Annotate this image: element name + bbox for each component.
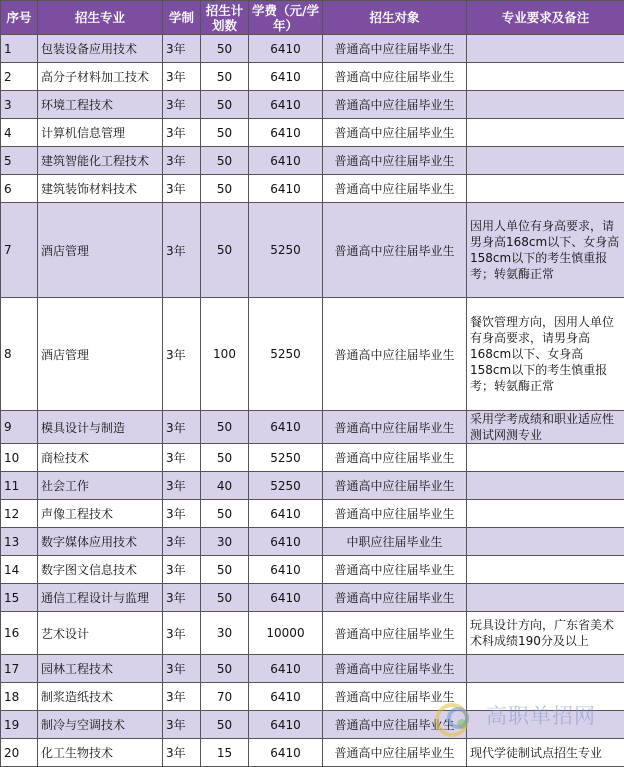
cell-note (467, 147, 624, 175)
table-row (1, 655, 624, 683)
cell-major: 声像工程技术 (38, 500, 163, 528)
header-no: 序号 (1, 1, 38, 35)
table-row (1, 556, 624, 584)
cell-years: 3年 (163, 500, 201, 528)
cell-major: 数字媒体应用技术 (38, 528, 163, 556)
cell-major: 计算机信息管理 (38, 119, 163, 147)
cell-note (467, 472, 624, 500)
cell-plan: 50 (201, 655, 249, 683)
cell-no: 2 (1, 63, 38, 91)
cell-major: 通信工程设计与监理 (38, 584, 163, 612)
cell-no: 16 (1, 612, 38, 655)
cell-fee: 6410 (249, 91, 323, 119)
table-row (1, 739, 624, 767)
cell-plan: 50 (201, 584, 249, 612)
cell-major: 包装设备应用技术 (38, 35, 163, 63)
cell-no: 10 (1, 444, 38, 472)
cell-fee: 6410 (249, 556, 323, 584)
cell-plan: 50 (201, 711, 249, 739)
cell-target: 普通高中应往届毕业生 (323, 500, 467, 528)
cell-no: 14 (1, 556, 38, 584)
cell-major: 数字图文信息技术 (38, 556, 163, 584)
cell-note (467, 584, 624, 612)
cell-major: 环境工程技术 (38, 91, 163, 119)
header-note: 专业要求及备注 (467, 1, 624, 35)
cell-plan: 50 (201, 411, 249, 444)
table-row (1, 203, 624, 298)
cell-years: 3年 (163, 612, 201, 655)
cell-years: 3年 (163, 584, 201, 612)
cell-no: 13 (1, 528, 38, 556)
cell-fee: 6410 (249, 63, 323, 91)
cell-major: 化工生物技术 (38, 739, 163, 767)
cell-target: 普通高中应往届毕业生 (323, 739, 467, 767)
cell-target: 普通高中应往届毕业生 (323, 556, 467, 584)
cell-major: 园林工程技术 (38, 655, 163, 683)
cell-major: 社会工作 (38, 472, 163, 500)
cell-no: 12 (1, 500, 38, 528)
cell-fee: 6410 (249, 175, 323, 203)
cell-years: 3年 (163, 298, 201, 411)
table-row (1, 91, 624, 119)
cell-plan: 50 (201, 444, 249, 472)
cell-plan: 50 (201, 63, 249, 91)
cell-years: 3年 (163, 711, 201, 739)
table-header-row (1, 1, 624, 35)
table-row (1, 612, 624, 655)
cell-years: 3年 (163, 175, 201, 203)
cell-years: 3年 (163, 119, 201, 147)
cell-plan: 30 (201, 528, 249, 556)
cell-note: 采用学考成绩和职业适应性测试网测专业 (467, 411, 624, 444)
cell-no: 20 (1, 739, 38, 767)
cell-fee: 5250 (249, 298, 323, 411)
cell-note: 玩具设计方向，广东省美术术科成绩190分及以上 (467, 612, 624, 655)
cell-note (467, 91, 624, 119)
cell-target: 普通高中应往届毕业生 (323, 298, 467, 411)
cell-target: 普通高中应往届毕业生 (323, 119, 467, 147)
cell-years: 3年 (163, 739, 201, 767)
cell-target: 普通高中应往届毕业生 (323, 683, 467, 711)
cell-note (467, 35, 624, 63)
cell-no: 19 (1, 711, 38, 739)
cell-years: 3年 (163, 655, 201, 683)
cell-plan: 50 (201, 147, 249, 175)
cell-fee: 5250 (249, 203, 323, 298)
cell-plan: 100 (201, 298, 249, 411)
cell-note (467, 655, 624, 683)
cell-fee: 5250 (249, 472, 323, 500)
table-row (1, 472, 624, 500)
table-row (1, 444, 624, 472)
cell-fee: 6410 (249, 711, 323, 739)
cell-fee: 6410 (249, 119, 323, 147)
cell-years: 3年 (163, 444, 201, 472)
cell-plan: 50 (201, 556, 249, 584)
cell-major: 制冷与空调技术 (38, 711, 163, 739)
cell-fee: 6410 (249, 35, 323, 63)
table-row (1, 411, 624, 444)
cell-no: 11 (1, 472, 38, 500)
cell-plan: 40 (201, 472, 249, 500)
cell-plan: 50 (201, 500, 249, 528)
cell-no: 17 (1, 655, 38, 683)
header-target: 招生对象 (323, 1, 467, 35)
cell-major: 建筑智能化工程技术 (38, 147, 163, 175)
cell-note: 餐饮管理方向，因用人单位有身高要求，请男身高168cm以下、女身高158cm以下的考生慎重报考；转氨酶正常 (467, 298, 624, 411)
cell-fee: 6410 (249, 584, 323, 612)
cell-target: 普通高中应往届毕业生 (323, 35, 467, 63)
cell-fee: 5250 (249, 444, 323, 472)
cell-note: 现代学徒制试点招生专业 (467, 739, 624, 767)
table-row (1, 584, 624, 612)
cell-major: 建筑装饰材料技术 (38, 175, 163, 203)
cell-years: 3年 (163, 35, 201, 63)
cell-fee: 6410 (249, 500, 323, 528)
cell-note (467, 528, 624, 556)
cell-plan: 50 (201, 91, 249, 119)
cell-years: 3年 (163, 528, 201, 556)
cell-fee: 6410 (249, 528, 323, 556)
table-row (1, 119, 624, 147)
cell-no: 5 (1, 147, 38, 175)
cell-target: 普通高中应往届毕业生 (323, 175, 467, 203)
cell-major: 模具设计与制造 (38, 411, 163, 444)
cell-target: 普通高中应往届毕业生 (323, 655, 467, 683)
cell-target: 中职应往届毕业生 (323, 528, 467, 556)
cell-years: 3年 (163, 683, 201, 711)
cell-plan: 30 (201, 612, 249, 655)
cell-years: 3年 (163, 91, 201, 119)
cell-target: 普通高中应往届毕业生 (323, 91, 467, 119)
cell-note (467, 556, 624, 584)
cell-major: 酒店管理 (38, 298, 163, 411)
cell-fee: 6410 (249, 739, 323, 767)
cell-plan: 15 (201, 739, 249, 767)
cell-years: 3年 (163, 203, 201, 298)
table-row (1, 175, 624, 203)
cell-no: 9 (1, 411, 38, 444)
cell-note (467, 119, 624, 147)
cell-major: 高分子材料加工技术 (38, 63, 163, 91)
cell-major: 酒店管理 (38, 203, 163, 298)
cell-target: 普通高中应往届毕业生 (323, 444, 467, 472)
table-row (1, 147, 624, 175)
cell-target: 普通高中应往届毕业生 (323, 63, 467, 91)
cell-no: 1 (1, 35, 38, 63)
cell-plan: 50 (201, 35, 249, 63)
header-years: 学制 (163, 1, 201, 35)
cell-fee: 6410 (249, 411, 323, 444)
cell-no: 3 (1, 91, 38, 119)
cell-target: 普通高中应往届毕业生 (323, 472, 467, 500)
cell-target: 普通高中应往届毕业生 (323, 147, 467, 175)
cell-major: 艺术设计 (38, 612, 163, 655)
table-row (1, 63, 624, 91)
cell-major: 商检技术 (38, 444, 163, 472)
cell-plan: 50 (201, 203, 249, 298)
cell-fee: 6410 (249, 683, 323, 711)
cell-years: 3年 (163, 556, 201, 584)
cell-plan: 70 (201, 683, 249, 711)
cell-no: 15 (1, 584, 38, 612)
header-plan: 招生计划数 (201, 1, 249, 35)
cell-target: 普通高中应往届毕业生 (323, 711, 467, 739)
watermark-text: 高职单招网 (486, 700, 596, 730)
cell-note: 因用人单位有身高要求，请男身高168cm以下、女身高158cm以下的考生慎重报考；转氨酶正常 (467, 203, 624, 298)
table-row (1, 500, 624, 528)
cell-no: 6 (1, 175, 38, 203)
cell-no: 4 (1, 119, 38, 147)
table-row (1, 298, 624, 411)
header-fee: 学费（元/学年） (249, 1, 323, 35)
header-major: 招生专业 (38, 1, 163, 35)
cell-years: 3年 (163, 147, 201, 175)
cell-plan: 50 (201, 119, 249, 147)
cell-major: 制浆造纸技术 (38, 683, 163, 711)
cell-note (467, 500, 624, 528)
table-row (1, 528, 624, 556)
table-row (1, 35, 624, 63)
cell-target: 普通高中应往届毕业生 (323, 584, 467, 612)
cell-target: 普通高中应往届毕业生 (323, 612, 467, 655)
cell-no: 8 (1, 298, 38, 411)
cell-years: 3年 (163, 411, 201, 444)
cell-years: 3年 (163, 472, 201, 500)
cell-fee: 10000 (249, 612, 323, 655)
cell-plan: 50 (201, 175, 249, 203)
cell-fee: 6410 (249, 147, 323, 175)
cell-note (467, 175, 624, 203)
cell-target: 普通高中应往届毕业生 (323, 203, 467, 298)
cell-note (467, 63, 624, 91)
cell-fee: 6410 (249, 655, 323, 683)
cell-note (467, 444, 624, 472)
cell-no: 18 (1, 683, 38, 711)
cell-no: 7 (1, 203, 38, 298)
cell-years: 3年 (163, 63, 201, 91)
cell-target: 普通高中应往届毕业生 (323, 411, 467, 444)
